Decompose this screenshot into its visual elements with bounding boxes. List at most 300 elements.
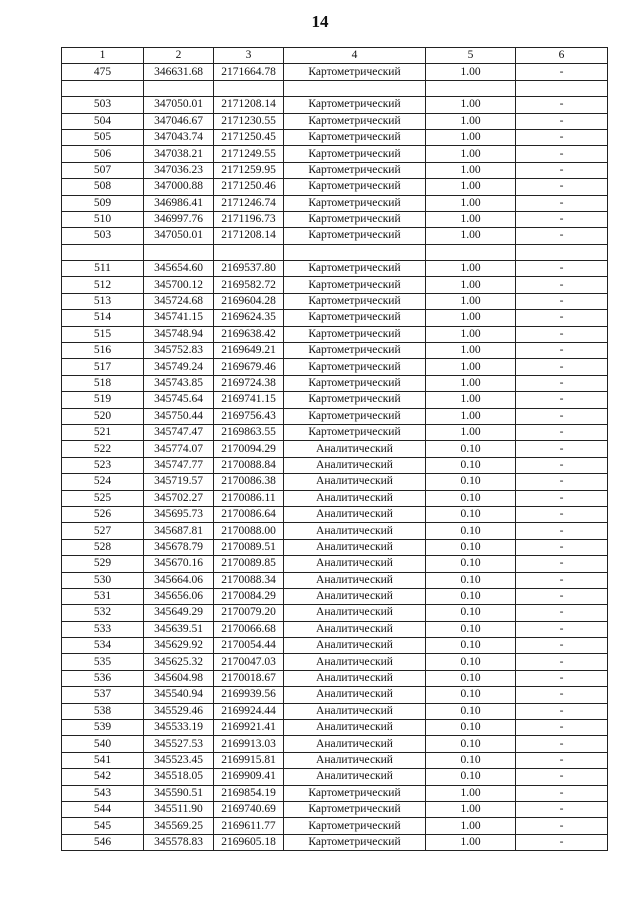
- y-coordinate-cell: 2169939.56: [214, 687, 284, 703]
- y-coordinate-cell: 2169913.03: [214, 736, 284, 752]
- point-number-cell: 528: [62, 539, 144, 555]
- table-row: [62, 277, 608, 293]
- column-header-2: 2: [144, 48, 214, 64]
- page-number: 14: [311, 12, 329, 31]
- table-row: [62, 523, 608, 539]
- method-cell: Аналитический: [284, 752, 426, 768]
- column-header-1: 1: [62, 48, 144, 64]
- description-cell: -: [516, 687, 608, 703]
- method-cell: [284, 80, 426, 96]
- table-row: [62, 80, 608, 96]
- table-row: [62, 621, 608, 637]
- accuracy-cell: 1.00: [426, 146, 516, 162]
- x-coordinate-cell: 346997.76: [144, 211, 214, 227]
- point-number-cell: 506: [62, 146, 144, 162]
- accuracy-cell: 1.00: [426, 211, 516, 227]
- method-cell: Аналитический: [284, 572, 426, 588]
- y-coordinate-cell: 2170086.11: [214, 490, 284, 506]
- accuracy-cell: 0.10: [426, 736, 516, 752]
- method-cell: Картометрический: [284, 179, 426, 195]
- y-coordinate-cell: 2170088.34: [214, 572, 284, 588]
- method-cell: Картометрический: [284, 818, 426, 834]
- table-row: [62, 113, 608, 129]
- description-cell: -: [516, 818, 608, 834]
- description-cell: -: [516, 293, 608, 309]
- table-row: [62, 179, 608, 195]
- method-cell: Картометрический: [284, 277, 426, 293]
- point-number-cell: 541: [62, 752, 144, 768]
- y-coordinate-cell: 2170088.84: [214, 457, 284, 473]
- description-cell: -: [516, 834, 608, 850]
- table-row: [62, 211, 608, 227]
- table-row: [62, 474, 608, 490]
- point-number-cell: 545: [62, 818, 144, 834]
- point-number-cell: 533: [62, 621, 144, 637]
- y-coordinate-cell: 2169679.46: [214, 359, 284, 375]
- y-coordinate-cell: [214, 244, 284, 260]
- accuracy-cell: 0.10: [426, 441, 516, 457]
- x-coordinate-cell: 345743.85: [144, 375, 214, 391]
- point-number-cell: 510: [62, 211, 144, 227]
- accuracy-cell: 1.00: [426, 424, 516, 440]
- point-number-cell: 532: [62, 605, 144, 621]
- x-coordinate-cell: 345590.51: [144, 785, 214, 801]
- point-number-cell: 512: [62, 277, 144, 293]
- description-cell: -: [516, 654, 608, 670]
- description-cell: -: [516, 490, 608, 506]
- accuracy-cell: 1.00: [426, 179, 516, 195]
- y-coordinate-cell: 2169915.81: [214, 752, 284, 768]
- y-coordinate-cell: 2169582.72: [214, 277, 284, 293]
- x-coordinate-cell: 345649.29: [144, 605, 214, 621]
- x-coordinate-cell: 345750.44: [144, 408, 214, 424]
- x-coordinate-cell: 345719.57: [144, 474, 214, 490]
- point-number-cell: 543: [62, 785, 144, 801]
- table-row: [62, 801, 608, 817]
- x-coordinate-cell: 345629.92: [144, 638, 214, 654]
- method-cell: Аналитический: [284, 523, 426, 539]
- point-number-cell: 514: [62, 310, 144, 326]
- accuracy-cell: 0.10: [426, 457, 516, 473]
- accuracy-cell: 1.00: [426, 343, 516, 359]
- table-body: [62, 64, 608, 851]
- table-row: [62, 818, 608, 834]
- description-cell: -: [516, 146, 608, 162]
- method-cell: Аналитический: [284, 457, 426, 473]
- accuracy-cell: 0.10: [426, 654, 516, 670]
- y-coordinate-cell: 2169854.19: [214, 785, 284, 801]
- x-coordinate-cell: 347000.88: [144, 179, 214, 195]
- x-coordinate-cell: 345654.60: [144, 261, 214, 277]
- method-cell: Картометрический: [284, 64, 426, 80]
- x-coordinate-cell: 345749.24: [144, 359, 214, 375]
- accuracy-cell: 0.10: [426, 605, 516, 621]
- x-coordinate-cell: 345724.68: [144, 293, 214, 309]
- point-number-cell: 505: [62, 129, 144, 145]
- point-number-cell: 526: [62, 506, 144, 522]
- x-coordinate-cell: 347038.21: [144, 146, 214, 162]
- table-row: [62, 392, 608, 408]
- accuracy-cell: 1.00: [426, 64, 516, 80]
- x-coordinate-cell: 347036.23: [144, 162, 214, 178]
- x-coordinate-cell: 345741.15: [144, 310, 214, 326]
- accuracy-cell: 0.10: [426, 506, 516, 522]
- point-number-cell: 535: [62, 654, 144, 670]
- y-coordinate-cell: 2169537.80: [214, 261, 284, 277]
- y-coordinate-cell: 2171196.73: [214, 211, 284, 227]
- y-coordinate-cell: 2170094.29: [214, 441, 284, 457]
- description-cell: [516, 80, 608, 96]
- method-cell: Картометрический: [284, 261, 426, 277]
- x-coordinate-cell: 345678.79: [144, 539, 214, 555]
- method-cell: Картометрический: [284, 326, 426, 342]
- y-coordinate-cell: 2170054.44: [214, 638, 284, 654]
- method-cell: Аналитический: [284, 506, 426, 522]
- point-number-cell: 530: [62, 572, 144, 588]
- accuracy-cell: 0.10: [426, 670, 516, 686]
- y-coordinate-cell: 2170088.00: [214, 523, 284, 539]
- accuracy-cell: 0.10: [426, 490, 516, 506]
- x-coordinate-cell: 345748.94: [144, 326, 214, 342]
- y-coordinate-cell: 2169924.44: [214, 703, 284, 719]
- method-cell: Аналитический: [284, 605, 426, 621]
- y-coordinate-cell: 2170089.51: [214, 539, 284, 555]
- description-cell: -: [516, 441, 608, 457]
- x-coordinate-cell: 347046.67: [144, 113, 214, 129]
- method-cell: Аналитический: [284, 720, 426, 736]
- point-number-cell: 522: [62, 441, 144, 457]
- x-coordinate-cell: 345656.06: [144, 588, 214, 604]
- y-coordinate-cell: 2170089.85: [214, 556, 284, 572]
- description-cell: -: [516, 457, 608, 473]
- method-cell: Картометрический: [284, 293, 426, 309]
- description-cell: -: [516, 670, 608, 686]
- point-number-cell: 503: [62, 228, 144, 244]
- point-number-cell: 529: [62, 556, 144, 572]
- table-row: [62, 720, 608, 736]
- table-row: [62, 834, 608, 850]
- method-cell: Картометрический: [284, 97, 426, 113]
- y-coordinate-cell: 2170084.29: [214, 588, 284, 604]
- y-coordinate-cell: 2169724.38: [214, 375, 284, 391]
- header-row: [62, 48, 608, 64]
- point-number-cell: 475: [62, 64, 144, 80]
- point-number-cell: 517: [62, 359, 144, 375]
- y-coordinate-cell: 2170066.68: [214, 621, 284, 637]
- table-row: [62, 654, 608, 670]
- y-coordinate-cell: 2171250.46: [214, 179, 284, 195]
- method-cell: Аналитический: [284, 670, 426, 686]
- method-cell: Аналитический: [284, 638, 426, 654]
- description-cell: -: [516, 179, 608, 195]
- point-number-cell: 509: [62, 195, 144, 211]
- accuracy-cell: 1.00: [426, 113, 516, 129]
- x-coordinate-cell: 345702.27: [144, 490, 214, 506]
- method-cell: Картометрический: [284, 195, 426, 211]
- x-coordinate-cell: 345664.06: [144, 572, 214, 588]
- point-number-cell: 531: [62, 588, 144, 604]
- point-number-cell: 542: [62, 769, 144, 785]
- y-coordinate-cell: 2170047.03: [214, 654, 284, 670]
- table-row: [62, 703, 608, 719]
- description-cell: -: [516, 523, 608, 539]
- y-coordinate-cell: 2169604.28: [214, 293, 284, 309]
- y-coordinate-cell: 2169741.15: [214, 392, 284, 408]
- method-cell: Картометрический: [284, 375, 426, 391]
- y-coordinate-cell: 2171249.55: [214, 146, 284, 162]
- method-cell: Картометрический: [284, 146, 426, 162]
- coordinates-table: [61, 47, 608, 851]
- description-cell: -: [516, 605, 608, 621]
- point-number-cell: 538: [62, 703, 144, 719]
- method-cell: Картометрический: [284, 834, 426, 850]
- point-number-cell: 513: [62, 293, 144, 309]
- method-cell: Картометрический: [284, 310, 426, 326]
- method-cell: Аналитический: [284, 441, 426, 457]
- description-cell: -: [516, 326, 608, 342]
- description-cell: [516, 244, 608, 260]
- x-coordinate-cell: 345752.83: [144, 343, 214, 359]
- description-cell: -: [516, 556, 608, 572]
- table-row: [62, 64, 608, 80]
- x-coordinate-cell: 345518.05: [144, 769, 214, 785]
- table-row: [62, 310, 608, 326]
- method-cell: Аналитический: [284, 703, 426, 719]
- x-coordinate-cell: 345639.51: [144, 621, 214, 637]
- x-coordinate-cell: 345511.90: [144, 801, 214, 817]
- description-cell: -: [516, 343, 608, 359]
- description-cell: -: [516, 408, 608, 424]
- x-coordinate-cell: 345745.64: [144, 392, 214, 408]
- y-coordinate-cell: 2169649.21: [214, 343, 284, 359]
- table-row: [62, 441, 608, 457]
- accuracy-cell: 1.00: [426, 228, 516, 244]
- point-number-cell: 527: [62, 523, 144, 539]
- table-row: [62, 490, 608, 506]
- table-row: [62, 359, 608, 375]
- method-cell: Картометрический: [284, 228, 426, 244]
- method-cell: Аналитический: [284, 556, 426, 572]
- y-coordinate-cell: 2170018.67: [214, 670, 284, 686]
- y-coordinate-cell: 2171208.14: [214, 228, 284, 244]
- description-cell: -: [516, 359, 608, 375]
- point-number-cell: 546: [62, 834, 144, 850]
- table-row: [62, 752, 608, 768]
- accuracy-cell: 1.00: [426, 310, 516, 326]
- x-coordinate-cell: [144, 244, 214, 260]
- table-row: [62, 228, 608, 244]
- point-number-cell: 518: [62, 375, 144, 391]
- y-coordinate-cell: 2169756.43: [214, 408, 284, 424]
- point-number-cell: 508: [62, 179, 144, 195]
- description-cell: -: [516, 621, 608, 637]
- x-coordinate-cell: 345687.81: [144, 523, 214, 539]
- point-number-cell: 516: [62, 343, 144, 359]
- method-cell: Картометрический: [284, 424, 426, 440]
- method-cell: Картометрический: [284, 801, 426, 817]
- description-cell: -: [516, 736, 608, 752]
- description-cell: -: [516, 588, 608, 604]
- accuracy-cell: 1.00: [426, 293, 516, 309]
- point-number-cell: 537: [62, 687, 144, 703]
- table-row: [62, 588, 608, 604]
- description-cell: -: [516, 424, 608, 440]
- table-row: [62, 162, 608, 178]
- y-coordinate-cell: 2169909.41: [214, 769, 284, 785]
- y-coordinate-cell: 2169638.42: [214, 326, 284, 342]
- accuracy-cell: 1.00: [426, 277, 516, 293]
- description-cell: -: [516, 392, 608, 408]
- table-row: [62, 293, 608, 309]
- accuracy-cell: 1.00: [426, 392, 516, 408]
- point-number-cell: 525: [62, 490, 144, 506]
- method-cell: Картометрический: [284, 113, 426, 129]
- y-coordinate-cell: 2169624.35: [214, 310, 284, 326]
- point-number-cell: 507: [62, 162, 144, 178]
- table-row: [62, 736, 608, 752]
- y-coordinate-cell: 2169921.41: [214, 720, 284, 736]
- table-row: [62, 457, 608, 473]
- y-coordinate-cell: 2169740.69: [214, 801, 284, 817]
- table-row: [62, 129, 608, 145]
- x-coordinate-cell: 345700.12: [144, 277, 214, 293]
- column-header-5: 5: [426, 48, 516, 64]
- table-row: [62, 408, 608, 424]
- point-number-cell: 544: [62, 801, 144, 817]
- y-coordinate-cell: 2169611.77: [214, 818, 284, 834]
- point-number-cell: 539: [62, 720, 144, 736]
- table-row: [62, 146, 608, 162]
- y-coordinate-cell: 2170079.20: [214, 605, 284, 621]
- table-row: [62, 687, 608, 703]
- method-cell: Картометрический: [284, 343, 426, 359]
- description-cell: -: [516, 506, 608, 522]
- table-row: [62, 785, 608, 801]
- x-coordinate-cell: 345533.19: [144, 720, 214, 736]
- method-cell: Картометрический: [284, 408, 426, 424]
- y-coordinate-cell: 2169863.55: [214, 424, 284, 440]
- accuracy-cell: 1.00: [426, 326, 516, 342]
- method-cell: Аналитический: [284, 490, 426, 506]
- x-coordinate-cell: 345695.73: [144, 506, 214, 522]
- point-number-cell: 521: [62, 424, 144, 440]
- description-cell: -: [516, 162, 608, 178]
- table-row: [62, 506, 608, 522]
- accuracy-cell: 1.00: [426, 834, 516, 850]
- accuracy-cell: [426, 244, 516, 260]
- accuracy-cell: 0.10: [426, 687, 516, 703]
- table-row: [62, 261, 608, 277]
- point-number-cell: 540: [62, 736, 144, 752]
- accuracy-cell: 0.10: [426, 474, 516, 490]
- table-row: [62, 638, 608, 654]
- x-coordinate-cell: 345569.25: [144, 818, 214, 834]
- description-cell: -: [516, 195, 608, 211]
- accuracy-cell: 1.00: [426, 97, 516, 113]
- column-header-6: 6: [516, 48, 608, 64]
- point-number-cell: 536: [62, 670, 144, 686]
- accuracy-cell: 1.00: [426, 785, 516, 801]
- point-number-cell: [62, 80, 144, 96]
- x-coordinate-cell: 345670.16: [144, 556, 214, 572]
- accuracy-cell: 0.10: [426, 588, 516, 604]
- description-cell: -: [516, 539, 608, 555]
- table-header: [62, 48, 608, 64]
- table-row: [62, 572, 608, 588]
- y-coordinate-cell: 2171246.74: [214, 195, 284, 211]
- y-coordinate-cell: 2171208.14: [214, 97, 284, 113]
- description-cell: -: [516, 97, 608, 113]
- method-cell: Картометрический: [284, 359, 426, 375]
- x-coordinate-cell: 345625.32: [144, 654, 214, 670]
- description-cell: -: [516, 261, 608, 277]
- method-cell: Картометрический: [284, 211, 426, 227]
- table-row: [62, 670, 608, 686]
- accuracy-cell: 1.00: [426, 359, 516, 375]
- method-cell: Аналитический: [284, 539, 426, 555]
- accuracy-cell: 0.10: [426, 556, 516, 572]
- method-cell: Аналитический: [284, 687, 426, 703]
- method-cell: Картометрический: [284, 129, 426, 145]
- point-number-cell: 511: [62, 261, 144, 277]
- x-coordinate-cell: [144, 80, 214, 96]
- accuracy-cell: 1.00: [426, 375, 516, 391]
- x-coordinate-cell: 347043.74: [144, 129, 214, 145]
- description-cell: -: [516, 638, 608, 654]
- point-number-cell: 524: [62, 474, 144, 490]
- column-header-3: 3: [214, 48, 284, 64]
- x-coordinate-cell: 345523.45: [144, 752, 214, 768]
- x-coordinate-cell: 347050.01: [144, 97, 214, 113]
- x-coordinate-cell: 345774.07: [144, 441, 214, 457]
- y-coordinate-cell: 2171250.45: [214, 129, 284, 145]
- point-number-cell: 523: [62, 457, 144, 473]
- description-cell: -: [516, 720, 608, 736]
- x-coordinate-cell: 345540.94: [144, 687, 214, 703]
- accuracy-cell: 0.10: [426, 523, 516, 539]
- method-cell: Картометрический: [284, 162, 426, 178]
- y-coordinate-cell: 2170086.64: [214, 506, 284, 522]
- method-cell: Аналитический: [284, 474, 426, 490]
- y-coordinate-cell: 2169605.18: [214, 834, 284, 850]
- table-row: [62, 97, 608, 113]
- table-row: [62, 605, 608, 621]
- description-cell: -: [516, 572, 608, 588]
- accuracy-cell: 0.10: [426, 621, 516, 637]
- table-row: [62, 424, 608, 440]
- y-coordinate-cell: 2171664.78: [214, 64, 284, 80]
- table-row: [62, 375, 608, 391]
- method-cell: Аналитический: [284, 621, 426, 637]
- method-cell: Картометрический: [284, 392, 426, 408]
- accuracy-cell: 1.00: [426, 408, 516, 424]
- description-cell: -: [516, 211, 608, 227]
- table-row: [62, 343, 608, 359]
- point-number-cell: 515: [62, 326, 144, 342]
- description-cell: -: [516, 129, 608, 145]
- x-coordinate-cell: 346631.68: [144, 64, 214, 80]
- x-coordinate-cell: 346986.41: [144, 195, 214, 211]
- table-row: [62, 769, 608, 785]
- x-coordinate-cell: 345604.98: [144, 670, 214, 686]
- description-cell: -: [516, 752, 608, 768]
- method-cell: Аналитический: [284, 769, 426, 785]
- accuracy-cell: 0.10: [426, 769, 516, 785]
- accuracy-cell: 0.10: [426, 720, 516, 736]
- table-row: [62, 556, 608, 572]
- x-coordinate-cell: 345529.46: [144, 703, 214, 719]
- table-row: [62, 326, 608, 342]
